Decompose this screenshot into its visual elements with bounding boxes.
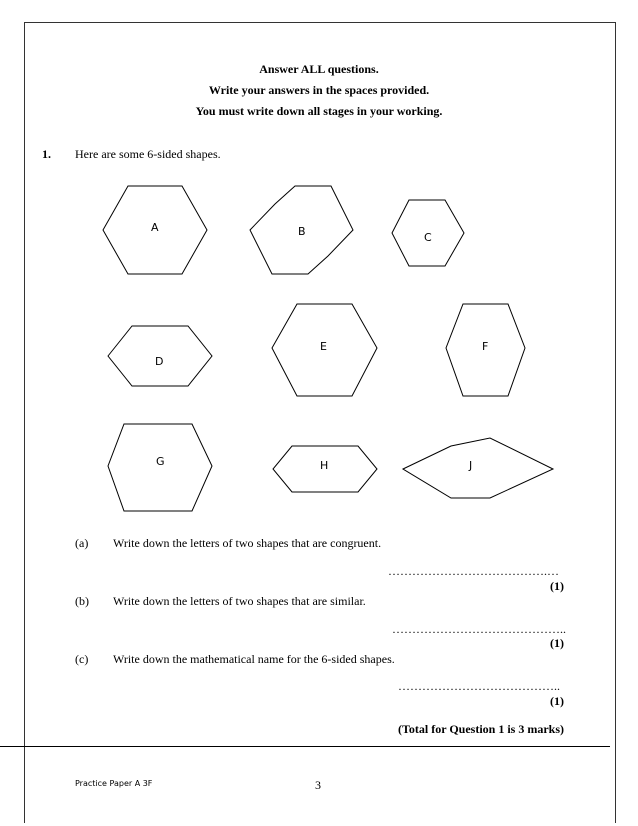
part-c-text: Write down the mathematical name for the 6-sided shapes. [113,652,395,666]
part-c-mark: (1) [550,694,564,708]
question-text: Here are some 6-sided shapes. [75,147,221,161]
part-b-text: Write down the letters of two shapes that are similar. [113,594,366,608]
shape-label-d: D [155,355,164,368]
part-b-letter: (b) [75,594,89,608]
shape-label-g: G [156,455,165,468]
instruction-line-1: Answer ALL questions. [259,62,379,76]
part-a-text: Write down the letters of two shapes that are congruent. [113,536,382,550]
page-number: 3 [315,778,321,792]
shape-label-c: C [424,231,432,244]
instruction-line-2: Write your answers in the spaces provided. [208,83,430,97]
shape-label-f: F [482,340,489,353]
footer-rule [0,746,610,747]
shape-label-e: E [320,340,327,353]
part-c-answer-line[interactable]: ………………………………….. [398,679,560,693]
part-a-letter: (a) [75,536,89,550]
shape-label-j: J [469,459,473,472]
shape-label-a: A [151,221,159,234]
instruction-line-3: You must write down all stages in your working. [195,104,443,118]
shape-label-h: H [320,459,329,472]
footer-paper-name: Practice Paper A 3F [75,779,153,788]
shape-label-b: B [298,225,306,238]
part-b-mark: (1) [550,636,564,650]
question-total: (Total for Question 1 is 3 marks) [397,722,564,736]
question-number: 1. [42,147,51,161]
part-a-answer-line[interactable]: ………………………………….… [388,564,559,578]
part-c-letter: (c) [75,652,89,666]
part-a-mark: (1) [550,579,564,593]
part-b-answer-line[interactable]: …………………………………….. [392,622,566,636]
shape-j [403,438,553,498]
